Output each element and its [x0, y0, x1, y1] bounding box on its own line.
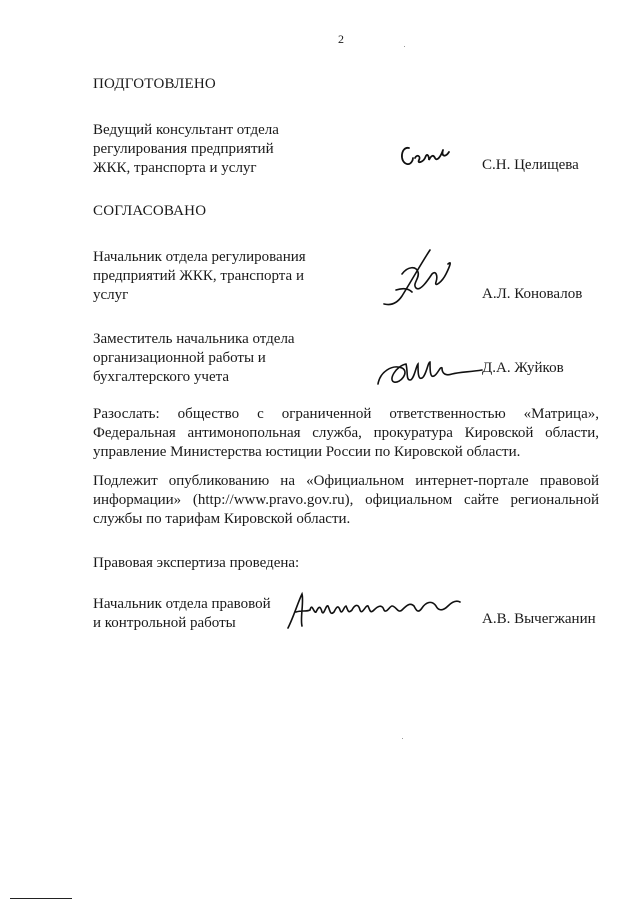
scan-speck: [404, 46, 405, 47]
agreed-signer-1-position: [93, 248, 306, 305]
distribution-line: Федеральная антимонопольная служба, прокуратура Кировской области,: [93, 425, 599, 441]
legal-review-position: [93, 595, 271, 633]
signature-konovalov-icon: [372, 244, 462, 310]
agreed-heading: СОГЛАСОВАНО: [93, 203, 207, 219]
position-line: регулирования предприятий: [93, 141, 274, 157]
page-number: 2: [338, 32, 344, 46]
position-line: Начальник отдела регулирования: [93, 249, 306, 265]
prepared-heading: ПОДГОТОВЛЕНО: [93, 76, 216, 92]
prepared-position: [93, 121, 279, 178]
agreed-signer-2-position: [93, 330, 295, 387]
publication-paragraph: [93, 472, 599, 529]
position-line: Начальник отдела правовой: [93, 596, 271, 612]
position-line: бухгалтерского учета: [93, 369, 230, 385]
position-line: Ведущий консультант отдела: [93, 122, 279, 138]
agreed-signer-1-name: А.Л. Коновалов: [482, 286, 583, 302]
position-line: Заместитель начальника отдела: [93, 331, 295, 347]
signature-vychegzhanin-icon: [282, 588, 464, 632]
position-line: услуг: [93, 287, 129, 303]
footnote-separator: [10, 898, 72, 899]
agreed-signer-2-name: Д.А. Жуйков: [482, 360, 564, 376]
distribution-paragraph: [93, 405, 599, 462]
position-line: и контрольной работы: [93, 615, 236, 631]
distribution-line: Разослать: общество с ограниченной ответственностью «Матрица»,: [93, 406, 599, 422]
position-line: предприятий ЖКК, транспорта и: [93, 268, 304, 284]
signature-zhuykov-icon: [370, 352, 486, 392]
legal-review-signer-name: А.В. Вычегжанин: [482, 611, 596, 627]
publication-line: информации» (http://www.pravo.gov.ru), официальном сайте региональной: [93, 492, 599, 508]
legal-review-label: Правовая экспертиза проведена:: [93, 555, 300, 571]
signature-tselishcheva-icon: [395, 138, 455, 174]
position-line: ЖКК, транспорта и услуг: [93, 160, 257, 176]
scan-speck: [402, 738, 403, 739]
publication-line: Подлежит опубликованию на «Официальном интернет-портале правовой: [93, 473, 599, 489]
prepared-signer-name: С.Н. Целищева: [482, 157, 579, 173]
position-line: организационной работы и: [93, 350, 266, 366]
publication-line: службы по тарифам Кировской области.: [93, 511, 351, 527]
distribution-line: управление Министерства юстиции России по Кировской области.: [93, 444, 521, 460]
